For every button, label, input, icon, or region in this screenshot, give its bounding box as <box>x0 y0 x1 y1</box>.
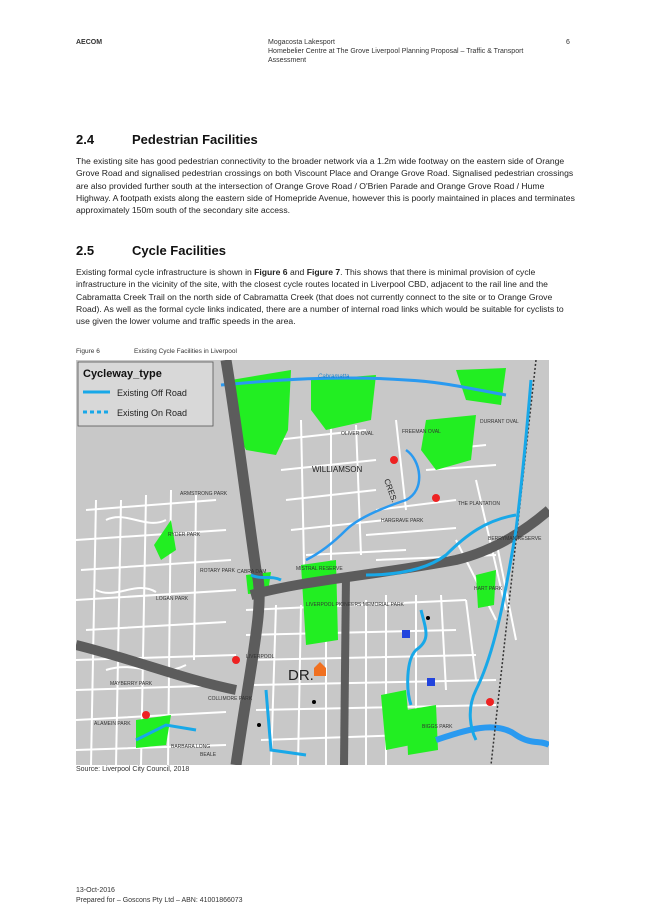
memorial-park-label: LIVERPOOL PIONEERS MEMORIAL PARK <box>306 602 404 608</box>
point-marker <box>426 616 430 620</box>
logan-park-label: LOGAN PARK <box>156 596 189 602</box>
section-25-body-and: and <box>287 267 307 277</box>
header-project-line2: Homebelier Centre at The Grove Liverpool Planning Proposal – Traffic & Transport <box>268 48 524 55</box>
biggs-park <box>406 705 438 755</box>
liverpool-station-label: LIVERPOOL <box>246 654 275 660</box>
legend-item-on-road: Existing On Road <box>117 408 188 418</box>
section-25-body-part1: Existing formal cycle infrastructure is shown in <box>76 267 255 277</box>
point-marker-3 <box>257 723 261 727</box>
rotary-park-label: ROTARY PARK <box>200 568 235 574</box>
hart-park-label: HART PARK <box>474 586 503 592</box>
figure-6-reference[interactable]: Figure 6 <box>254 267 288 277</box>
alamein-park-label: ALAMEIN PARK <box>94 721 131 727</box>
section-24-heading <box>76 132 258 147</box>
figure-source: Source: Liverpool City Council, 2018 <box>76 766 190 773</box>
section-25-number: 2.5 <box>76 243 95 258</box>
armstrong-park-label: ARMSTRONG PARK <box>180 491 228 497</box>
beale-label: BEALE <box>200 752 217 758</box>
cres-label: CRES. <box>382 477 399 504</box>
footer <box>76 886 243 906</box>
hospital-icon-2 <box>427 678 435 686</box>
biggs-park-label: BIGGS PARK <box>422 724 453 730</box>
suburb-label: WILLIAMSON <box>312 465 363 474</box>
durrant-oval-label: DURRANT OVAL <box>480 419 519 425</box>
legend-title: Cycleway_type <box>83 368 162 380</box>
cabra-dam-label: CABRA DAM <box>237 569 267 575</box>
collimore-park-label: COLLIMORE PARK <box>208 696 253 702</box>
section-25-title: Cycle Facilities <box>132 243 226 258</box>
section-24-body: The existing site has good pedestrian connectivity to the broader network via a 1.2m wide footway on the eastern side of Orange Grove Road and signalised pedestrian crossings on both Viscount Place and Orange Grove Road. Signalised pedestrian crossings are also provided further south at the intersection of Orange Grove Road / O'Brien Parade and Orange Grove Road / Hume Highway. A footpath exists along the eastern side of Homepride Avenue, however this is poorly maintained in places and terminates approximately 150m south of the secondary site access. <box>76 156 575 216</box>
hospital-icon <box>402 630 410 638</box>
map-legend <box>78 362 213 426</box>
section-25-body <box>76 266 576 327</box>
section-24-title: Pedestrian Facilities <box>132 132 258 147</box>
dr-label: DR. <box>288 667 314 684</box>
figure-caption-text: Existing Cycle Facilities in Liverpool <box>134 348 237 355</box>
hargrave-park-label: HARGRAVE PARK <box>381 518 424 524</box>
cycle-facilities-map <box>76 360 549 765</box>
section-24-number: 2.4 <box>76 132 95 147</box>
ryder-park-label: RYDER PARK <box>168 532 201 538</box>
figure-label: Figure 6 <box>76 348 100 355</box>
freeman-oval-label: FREEMAN OVAL <box>402 429 441 435</box>
mayberry-park-label: MAYBERRY PARK <box>110 681 153 687</box>
plantation-label: THE PLANTATION <box>458 501 501 507</box>
header-project-line3: Assessment <box>268 57 307 64</box>
barbara-long-label: BARBARA LONG <box>171 744 211 750</box>
legend-item-off-road: Existing Off Road <box>117 388 187 398</box>
header-project-line1: Mogacosta Lakesport <box>268 39 335 46</box>
creek-label: Cabramatta <box>318 374 350 380</box>
oliver-oval-label: OLIVER OVAL <box>341 431 374 437</box>
berryman-reserve-label: BERRYMAN RESERVE <box>488 536 542 542</box>
footer-prepared: Prepared for – Goscons Pty Ltd – ABN: 41001866073 <box>76 897 243 904</box>
point-marker-2 <box>312 700 316 704</box>
header-company: AECOM <box>76 39 103 46</box>
header-page-number: 6 <box>566 39 570 46</box>
section-25-body-part2: . This shows that there is minimal provision of cycle infrastructure in the vicinity of the site, with the closest cycle routes located in Liverpool CBD, adjacent to the rail line and the Cabramatta Creek Trail on the north side of Cabramatta Creek (that does not currently connect to the site or to Orange Grove Road). As well as the formal cycle links indicated, there are a number of internal road links which would be suitable for cyclists to use given the lower volume and traffic speeds in the area. <box>76 267 564 327</box>
figure-caption <box>76 348 237 355</box>
figure-7-reference[interactable]: Figure 7 <box>306 267 341 277</box>
header-project <box>268 38 568 65</box>
mistral-reserve-label: MISTRAL RESERVE <box>296 566 343 572</box>
footer-date: 13-Oct-2016 <box>76 887 115 894</box>
section-25-heading <box>76 243 226 258</box>
